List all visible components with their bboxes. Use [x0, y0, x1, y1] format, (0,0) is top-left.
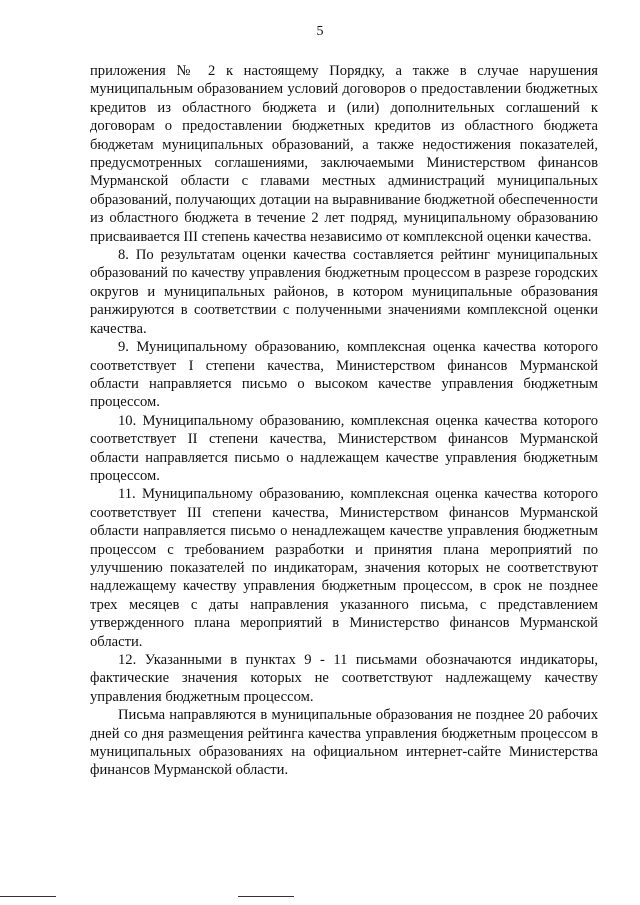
footer-rule-left	[0, 896, 56, 897]
paragraph-item-8: 8. По результатам оценки качества составляется рейтинг муниципальных образований по качеству управления бюджетным процессом в разрезе городских округов и муниципальных районов, в котором муниципальные образования ранжируются в соответствии с полученными значениями комплексной оценки качества.	[90, 247, 598, 337]
paragraph-letters-deadline: Письма направляются в муниципальные образования не позднее 20 рабочих дней со дня размещения рейтинга качества управления бюджетным процессом в муниципальных образованиях на официальном интернет-сайте Министерства финансов Мурманской области.	[90, 707, 598, 779]
paragraph-item-11: 11. Муниципальному образованию, комплексная оценка качества которого соответствует III степени качества, Министерством финансов Мурманской области направляется письмо о ненадлежащем качестве управления бюджетным процессом с требованием разработки и принятия плана мероприятий по улучшению показателей по индикаторам, значения которых не соответствуют надлежащему качеству управления бюджетным процессом, в срок не позднее трех месяцев с даты направления указанного письма, с представлением утвержденного плана мероприятий в Министерство финансов Мурманской области.	[90, 486, 598, 650]
page-number: 5	[316, 24, 324, 39]
footer-rule-middle	[238, 896, 294, 897]
paragraph-item-12: 12. Указанными в пунктах 9 - 11 письмами обозначаются индикаторы, фактические значения которых не соответствуют надлежащему качеству управления бюджетным процессом.	[90, 652, 598, 705]
paragraph-item-9: 9. Муниципальному образованию, комплексная оценка качества которого соответствует I степени качества, Министерством финансов Мурманской области направляется письмо о высоком качестве управления бюджетным процессом.	[90, 339, 598, 411]
paragraph-item-10: 10. Муниципальному образованию, комплексная оценка качества которого соответствует II степени качества, Министерством финансов Мурманской области направляется письмо о надлежащем качестве управления бюджетным процессом.	[90, 412, 598, 484]
document-body	[90, 62, 598, 780]
paragraph-continuation: приложения № 2 к настоящему Порядку, а также в случае нарушения муниципальным образованием условий договоров о предоставлении бюджетных кредитов из областного бюджета и (или) дополнительных соглашений к договорам о предоставлении бюджетных кредитов из областного бюджета бюджетам муниципальных образований, а также недостижения показателей, предусмотренных соглашениями, заключаемыми Министерством финансов Мурманской области с главами местных администраций муниципальных образований, получающих дотации на выравнивание бюджетной обеспеченности из областного бюджета в течение 2 лет подряд, муниципальному образованию присваивается III степень качества независимо от комплексной оценки качества.	[90, 63, 598, 245]
